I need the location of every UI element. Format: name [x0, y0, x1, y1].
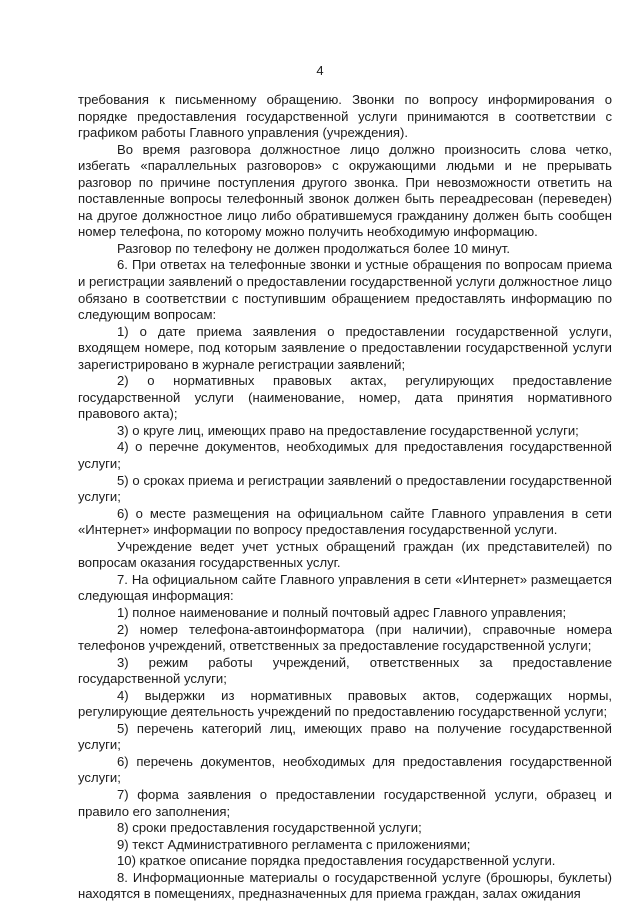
- list-item: 2) о нормативных правовых актах, регулирующих предоставление государственной услуги (наименование, номер, дата принятия нормативного правового акта);: [78, 373, 612, 422]
- list-item: 3) о круге лиц, имеющих право на предоставление государственной услуги;: [117, 422, 579, 438]
- list-item: 9) текст Административного регламента с приложениями;: [117, 836, 471, 852]
- paragraph: Учреждение ведет учет устных обращений граждан (их представителей) по вопросам оказания государственных услуг.: [78, 538, 612, 571]
- list-item: 8) сроки предоставления государственной услуги;: [117, 820, 422, 836]
- page-number: 4: [316, 63, 324, 78]
- document-body: [78, 92, 612, 903]
- list-item: 2) номер телефона-автоинформатора (при наличии), справочные номера телефонов учреждений, ответственных за предоставление государственной услуги;: [78, 621, 612, 654]
- paragraph: 7. На официальном сайте Главного управления в сети «Интернет» размещается следующая информация:: [78, 571, 612, 604]
- list-item: 6) перечень документов, необходимых для предоставления государственной услуги;: [78, 753, 612, 786]
- list-item: 4) выдержки из нормативных правовых актов, содержащих нормы, регулирующие деятельность учреждений по предоставлению государственной услуги;: [78, 687, 612, 720]
- list-item: 6) о месте размещения на официальном сайте Главного управления в сети «Интернет» информации по вопросу предоставления государственной услуги.: [78, 505, 612, 538]
- paragraph: 8. Информационные материалы о государственной услуге (брошюры, буклеты) находятся в помещениях, предназначенных для приема граждан, залах ожидания: [78, 869, 612, 902]
- list-item: 1) о дате приема заявления о предоставлении государственной услуги, входящем номере, под которым заявление о предоставлении государственной услуги зарегистрировано в журнале регистрации заявлений;: [78, 323, 612, 372]
- list-item: 7) форма заявления о предоставлении государственной услуги, образец и правило его заполнения;: [78, 786, 612, 819]
- list-item: 1) полное наименование и полный почтовый адрес Главного управления;: [117, 604, 567, 620]
- paragraph: 6. При ответах на телефонные звонки и устные обращения по вопросам приема и регистрации заявлений о предоставлении государственной услуги должностное лицо обязано в соответствии с поступившим обращением предоставлять информацию по следующим вопросам:: [78, 257, 612, 323]
- list-item: 5) перечень категорий лиц, имеющих право на получение государственной услуги;: [78, 720, 612, 753]
- paragraph: Разговор по телефону не должен продолжаться более 10 минут.: [117, 240, 510, 256]
- list-item: 5) о сроках приема и регистрации заявлений о предоставлении государственной услуги;: [78, 472, 612, 505]
- paragraph: Во время разговора должностное лицо должно произносить слова четко, избегать «параллельных разговоров» с окружающими людьми и не прерывать разговор по причине поступления другого звонка. При невозможности ответить на поставленные вопросы телефонный звонок должен быть переадресован (переведен) на другое должностное лицо либо обратившемуся гражданину должен быть сообщен номер телефона, по которому можно получить необходимую информацию.: [78, 141, 612, 240]
- list-item: 10) краткое описание порядка предоставления государственной услуги.: [117, 853, 556, 869]
- list-item: 4) о перечне документов, необходимых для предоставления государственной услуги;: [78, 439, 612, 472]
- paragraph: требования к письменному обращению. Звонки по вопросу информирования о порядке предоставления государственной услуги принимаются в соответствии с графиком работы Главного управления (учреждения).: [78, 92, 612, 141]
- list-item: 3) режим работы учреждений, ответственных за предоставление государственной услуги;: [78, 654, 612, 687]
